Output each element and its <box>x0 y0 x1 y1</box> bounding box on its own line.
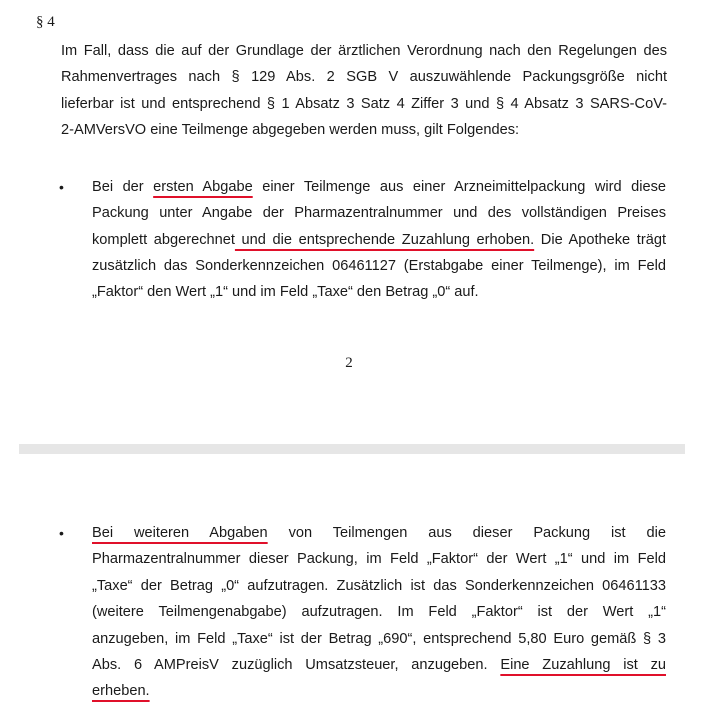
bullet-line: zusätzlich das Sonderkennzeichen 06461127 (Erstabgabe einer Teilmenge), im Feld <box>92 258 666 274</box>
bullet-line: (weitere Teilmengenabgabe) aufzutragen. Im Feld „Faktor“ ist der Wert „1“ <box>92 604 666 620</box>
highlighted-text: erheben. <box>92 683 150 699</box>
text-run: Abs. 6 AMPreisV zuzüglich Umsatzsteuer, anzugeben. <box>92 657 501 673</box>
intro-line: Im Fall, dass die auf der Grundlage der ärztlichen Verordnung nach den Regelungen des <box>61 43 667 59</box>
section-label: § 4 <box>36 14 55 30</box>
text-run: komplett abgerechnet <box>92 232 235 248</box>
bullet-symbol: • <box>59 525 64 541</box>
intro-line: Rahmenvertrages nach § 129 Abs. 2 SGB V auszuwählende Packungsgröße nicht <box>61 69 667 85</box>
highlighted-text: ersten Abgabe <box>153 179 253 195</box>
highlighted-text: Eine Zuzahlung ist zu <box>500 657 666 673</box>
bullet-line <box>92 679 666 703</box>
intro-line: lieferbar ist und entsprechend § 1 Absatz 3 Satz 4 Ziffer 3 und § 4 Absatz 3 SARS-CoV- <box>61 96 667 112</box>
bullet-line <box>92 175 666 199</box>
bullet-line: „Taxe“ der Betrag „0“ aufzutragen. Zusätzlich ist das Sonderkennzeichen 06461133 <box>92 578 666 594</box>
page-separator <box>19 444 685 454</box>
bullet-line <box>92 521 666 545</box>
text-run: von Teilmengen aus dieser Packung ist die <box>267 525 666 541</box>
page-number: 2 <box>345 355 353 371</box>
text-run: Die Apotheke trägt <box>534 232 666 248</box>
bullet-line: anzugeben, im Feld „Taxe“ ist der Betrag „690“, entsprechend 5,80 Euro gemäß § 3 <box>92 631 666 647</box>
text-run: Bei der <box>92 179 154 195</box>
text-run: einer Teilmenge aus einer Arzneimittelpackung wird diese <box>252 179 667 195</box>
bullet-line: „Faktor“ den Wert „1“ und im Feld „Taxe“ den Betrag „0“ auf. <box>92 284 479 300</box>
highlighted-text: Bei weiteren Abgaben <box>92 525 268 541</box>
bullet-line <box>92 228 666 252</box>
highlighted-text: und die entsprechende Zuzahlung erhoben. <box>234 232 535 248</box>
intro-line: 2-AMVersVO eine Teilmenge abgegeben werden muss, gilt Folgendes: <box>61 122 520 138</box>
bullet-symbol: • <box>59 179 64 195</box>
bullet-line: Packung unter Angabe der Pharmazentralnummer und des vollständigen Preises <box>92 205 666 221</box>
bullet-line <box>92 653 666 677</box>
bullet-line: Pharmazentralnummer dieser Packung, im Feld „Faktor“ der Wert „1“ und im Feld <box>92 551 666 567</box>
